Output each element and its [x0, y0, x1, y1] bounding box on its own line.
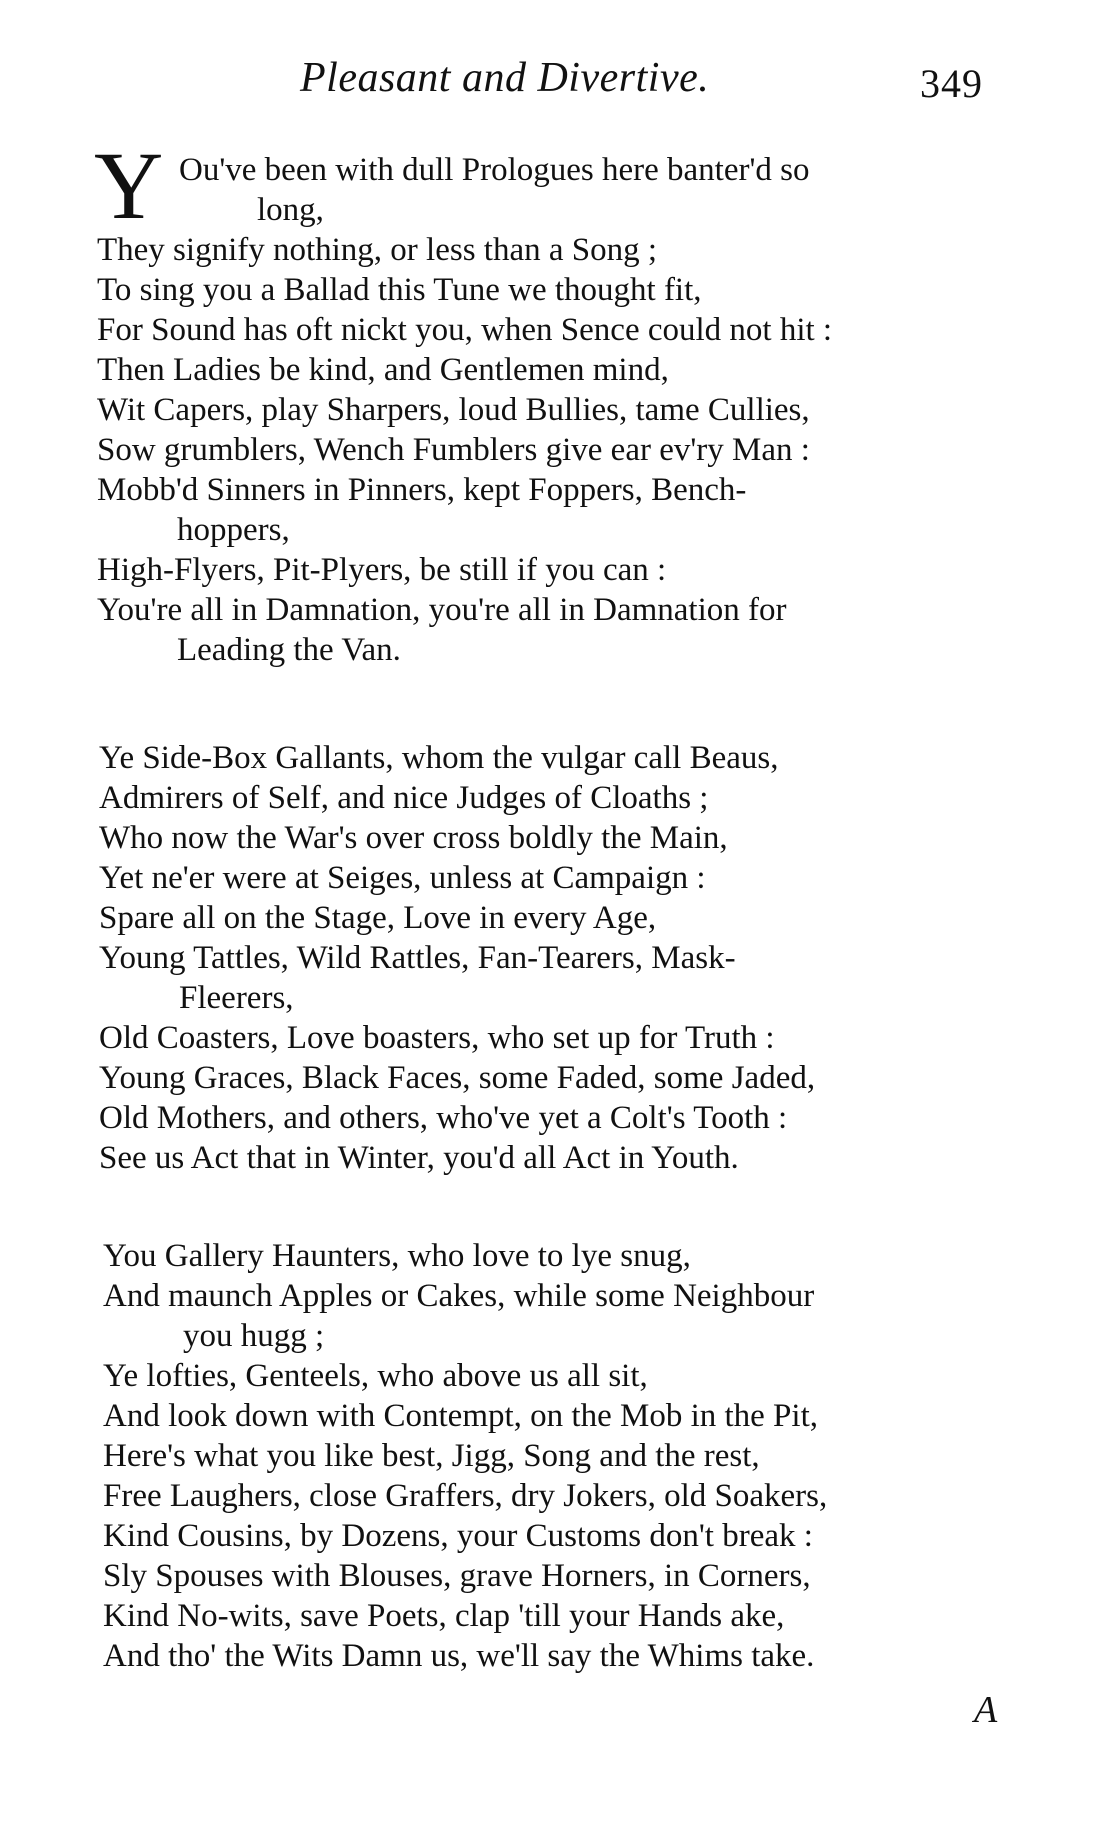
verse-line: Old Mothers, and others, who've yet a Colt's Tooth :: [99, 1100, 788, 1136]
running-head: [0, 54, 1094, 114]
verse-line: Ou've been with dull Prologues here banter'd so: [179, 152, 810, 188]
verse-line: Kind Cousins, by Dozens, your Customs don't break :: [103, 1518, 813, 1554]
verse-line: Yet ne'er were at Seiges, unless at Campaign :: [99, 860, 706, 896]
verse-line: They signify nothing, or less than a Song ;: [97, 232, 658, 268]
verse-line: See us Act that in Winter, you'd all Act in Youth.: [99, 1140, 739, 1176]
verse-line-continuation: long,: [257, 192, 324, 228]
verse-line: Mobb'd Sinners in Pinners, kept Foppers, Bench-: [97, 472, 747, 508]
verse-line: Kind No-wits, save Poets, clap 'till your Hands ake,: [103, 1598, 785, 1634]
verse-line: Wit Capers, play Sharpers, loud Bullies, tame Cullies,: [97, 392, 810, 428]
verse-line: Ye lofties, Genteels, who above us all sit,: [103, 1358, 648, 1394]
running-title: Pleasant and Divertive.: [300, 55, 710, 101]
verse-line: Who now the War's over cross boldly the Main,: [99, 820, 728, 856]
verse-line-continuation: Fleerers,: [179, 980, 294, 1016]
verse-line: You're all in Damnation, you're all in Damnation for: [97, 592, 787, 628]
verse-line: Young Graces, Black Faces, some Faded, some Jaded,: [99, 1060, 816, 1096]
verse-line: Free Laughers, close Graffers, dry Jokers, old Soakers,: [103, 1478, 828, 1514]
stanza-2: [99, 738, 1019, 1178]
stanza-3: [103, 1236, 1023, 1676]
verse-line: Sly Spouses with Blouses, grave Horners, in Corners,: [103, 1558, 811, 1594]
drop-cap: Y: [94, 132, 164, 239]
verse-line: To sing you a Ballad this Tune we thought fit,: [97, 272, 702, 308]
verse-line-continuation: hoppers,: [177, 512, 290, 548]
stanza-1: [97, 150, 1017, 670]
verse-line: Here's what you like best, Jigg, Song and the rest,: [103, 1438, 760, 1474]
verse-line: Ye Side-Box Gallants, whom the vulgar call Beaus,: [99, 740, 779, 776]
verse-line-continuation: Leading the Van.: [177, 632, 401, 668]
verse-line: Spare all on the Stage, Love in every Age,: [99, 900, 657, 936]
verse-line: And maunch Apples or Cakes, while some Neighbour: [103, 1278, 815, 1314]
verse-line: Admirers of Self, and nice Judges of Cloaths ;: [99, 780, 709, 816]
verse-line: Young Tattles, Wild Rattles, Fan-Tearers, Mask-: [99, 940, 736, 976]
verse-line: Then Ladies be kind, and Gentlemen mind,: [97, 352, 669, 388]
verse-line: And tho' the Wits Damn us, we'll say the Whims take.: [103, 1638, 815, 1674]
verse-line: For Sound has oft nickt you, when Sence could not hit :: [97, 312, 833, 348]
verse-line: High-Flyers, Pit-Plyers, be still if you can :: [97, 552, 667, 588]
verse-line: Sow grumblers, Wench Fumblers give ear ev'ry Man :: [97, 432, 810, 468]
verse-line: You Gallery Haunters, who love to lye snug,: [103, 1238, 691, 1274]
page-number: 349: [920, 61, 983, 106]
verse-line: Old Coasters, Love boasters, who set up for Truth :: [99, 1020, 775, 1056]
verse-line: And look down with Contempt, on the Mob in the Pit,: [103, 1398, 818, 1434]
verse-line-continuation: you hugg ;: [183, 1318, 325, 1354]
catchword: A: [974, 1689, 998, 1731]
